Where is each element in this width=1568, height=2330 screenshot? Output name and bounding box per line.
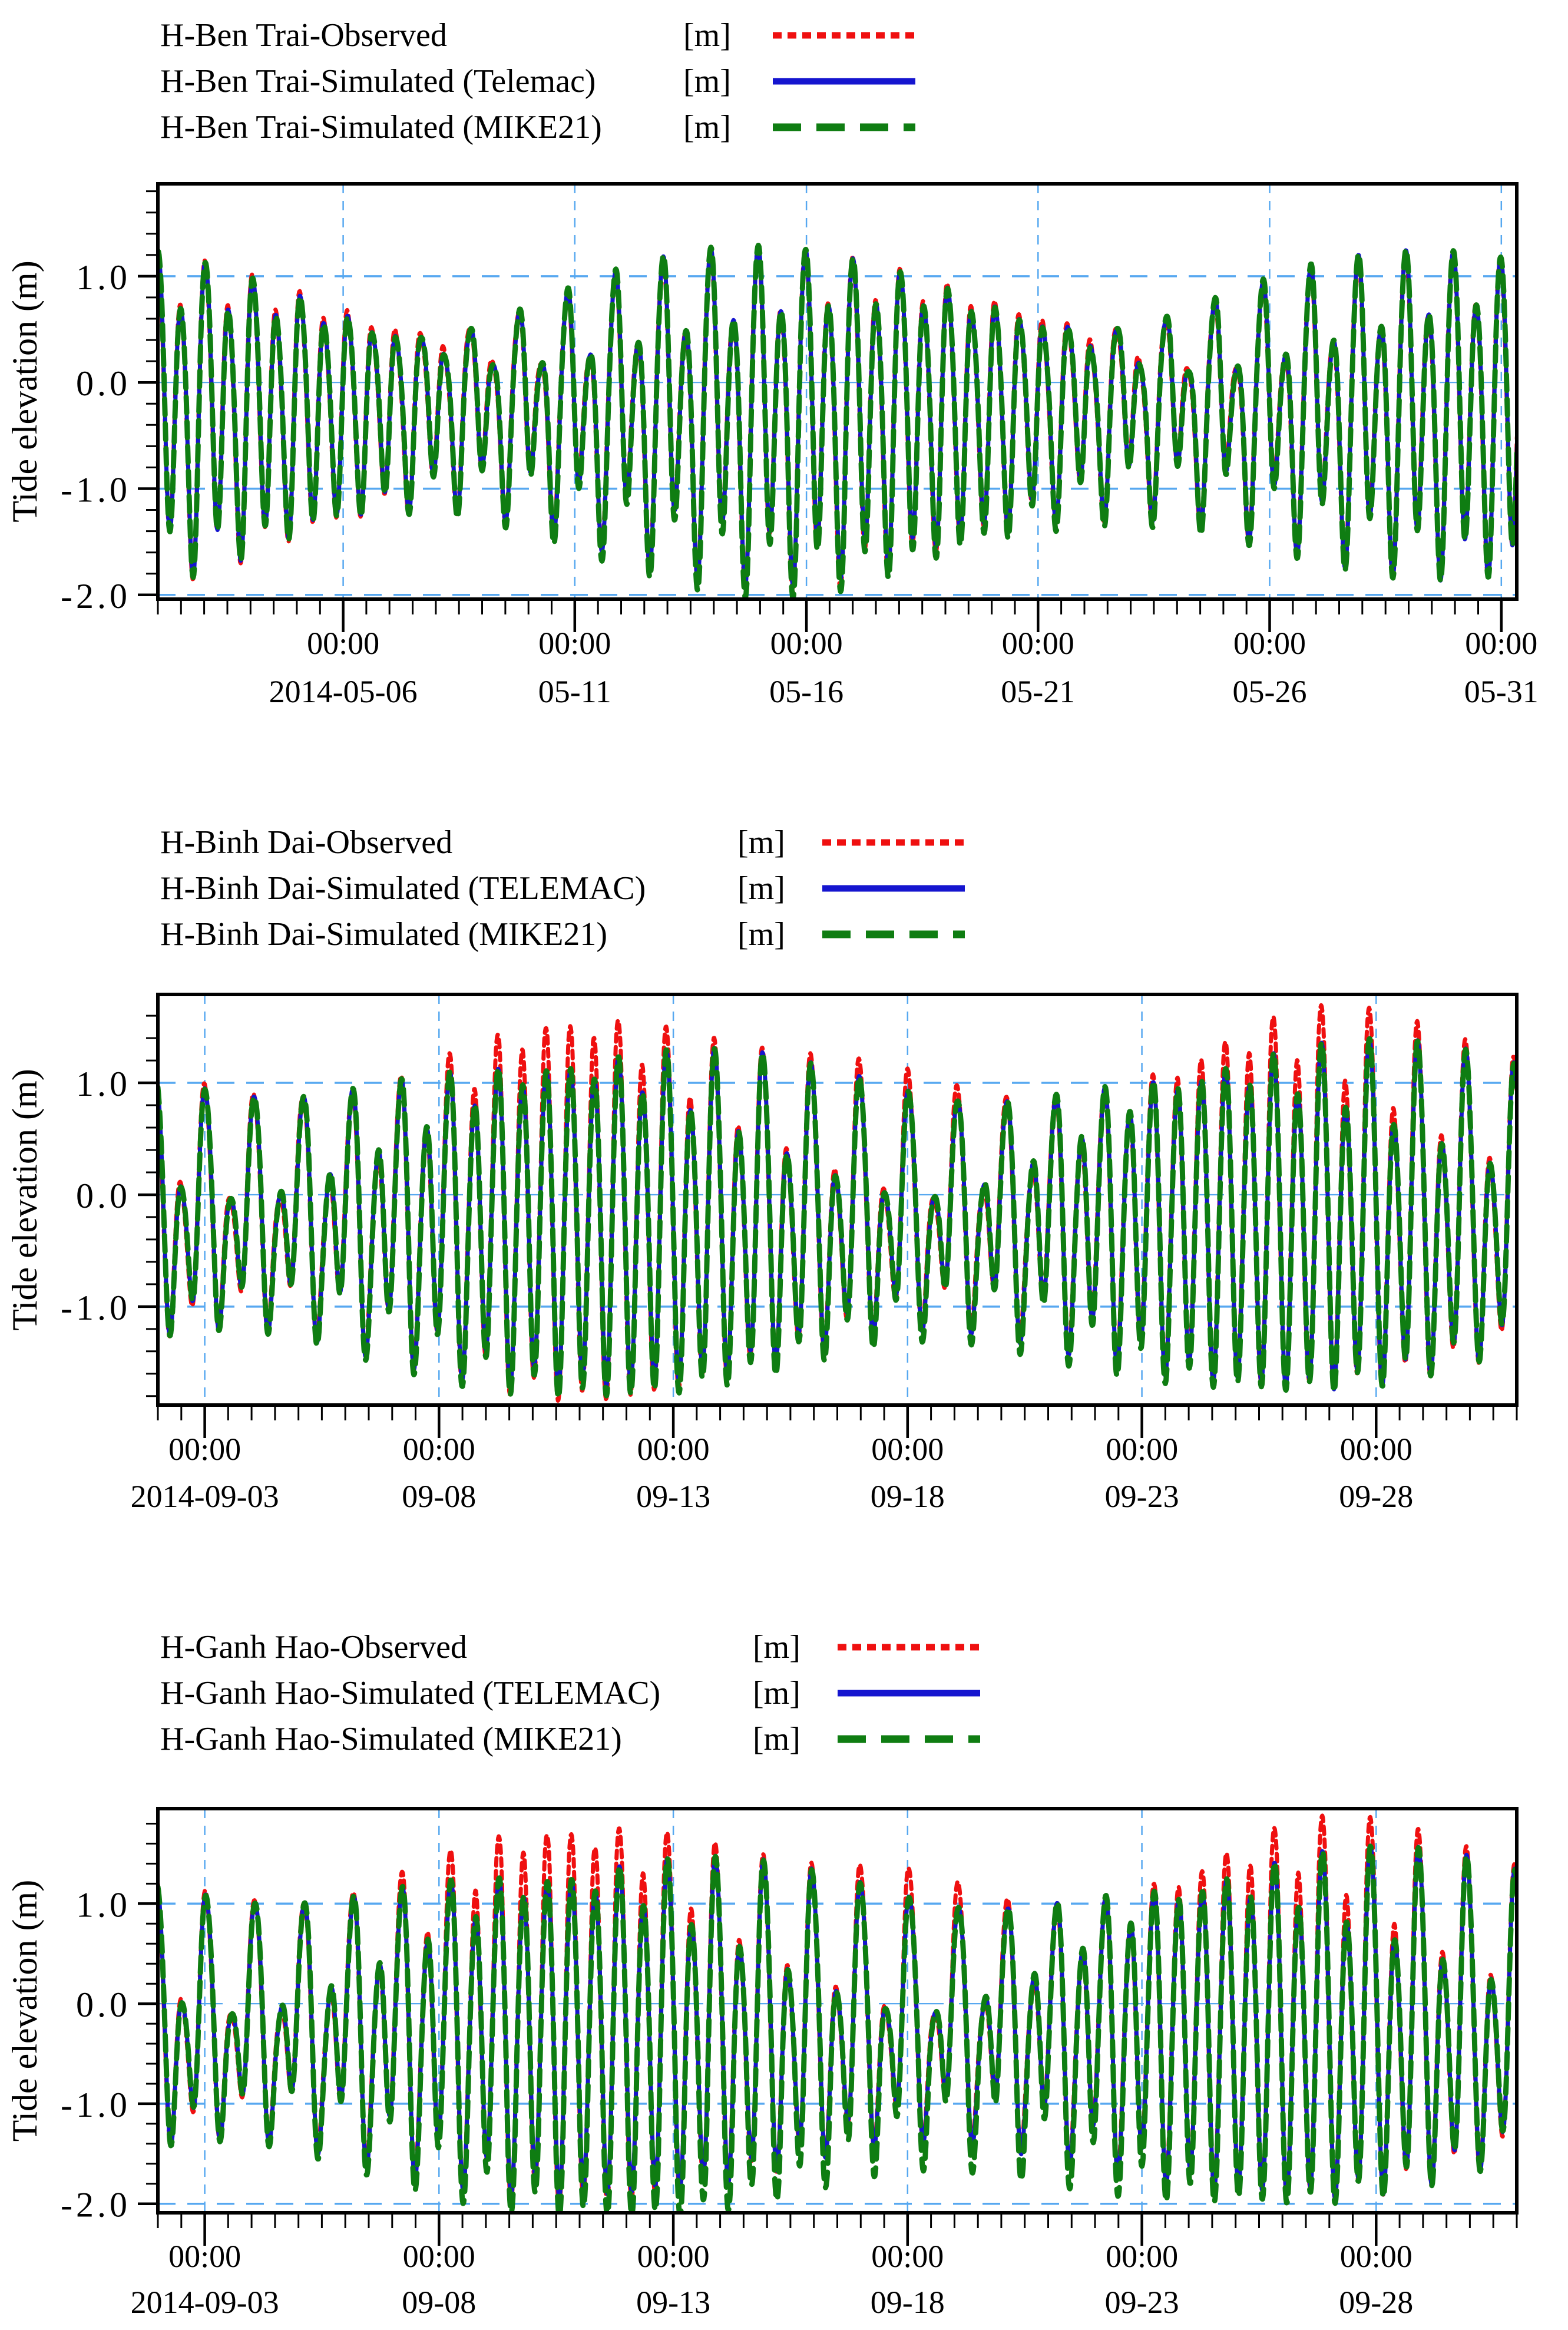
legend-swatch-observed <box>835 1634 983 1660</box>
legend-unit: [m] <box>737 916 785 953</box>
y-tick-labels <box>61 258 131 616</box>
legend-unit: [m] <box>753 1629 800 1665</box>
series-group <box>158 246 1517 599</box>
legend-swatch-mike21 <box>820 921 967 947</box>
legend-row <box>160 1720 1397 1763</box>
svg-text:00:00: 00:00 <box>1339 1432 1412 1467</box>
svg-text:05-21: 05-21 <box>1001 674 1076 709</box>
legend-swatch-telemac <box>770 68 918 94</box>
legend-unit: [m] <box>737 870 785 907</box>
svg-text:05-31: 05-31 <box>1464 674 1539 709</box>
y-axis-title: Tide elevation (m) <box>5 1879 44 2142</box>
gridlines <box>158 994 1517 1405</box>
x-tick-labels <box>131 2239 1414 2320</box>
svg-text:00:00: 00:00 <box>1106 1432 1179 1467</box>
svg-text:-2.0: -2.0 <box>61 2185 131 2225</box>
svg-text:09-08: 09-08 <box>402 2285 477 2320</box>
legend-swatch-telemac <box>820 875 967 901</box>
series-observed-path <box>158 1005 1517 1400</box>
svg-text:00:00: 00:00 <box>1465 626 1538 661</box>
legend-label-telemac: H-Ben Trai-Simulated (Telemac) <box>160 63 596 100</box>
plot-frame <box>158 184 1517 599</box>
svg-text:09-18: 09-18 <box>870 2285 945 2320</box>
legend-unit: [m] <box>753 1721 800 1757</box>
svg-text:0.0: 0.0 <box>76 364 131 404</box>
svg-text:1.0: 1.0 <box>76 257 131 297</box>
svg-text:0.0: 0.0 <box>76 1176 131 1215</box>
svg-text:05-11: 05-11 <box>538 674 611 709</box>
svg-text:05-16: 05-16 <box>769 674 844 709</box>
legend-label-observed: H-Ben Trai-Observed <box>160 17 447 54</box>
series-mike21-path <box>158 1039 1517 1397</box>
minor-tick-marks <box>146 1824 1517 2229</box>
svg-text:00:00: 00:00 <box>1106 2239 1179 2274</box>
y-axis-title: Tide elevation (m) <box>5 260 44 523</box>
legend-label-mike21: H-Binh Dai-Simulated (MIKE21) <box>160 916 607 953</box>
svg-text:09-08: 09-08 <box>402 1479 477 1514</box>
svg-text:09-13: 09-13 <box>636 2285 711 2320</box>
legend-row <box>160 108 1397 151</box>
minor-tick-marks <box>146 1016 1517 1420</box>
legend-swatch-mike21 <box>770 114 918 140</box>
legend-row <box>160 824 1397 866</box>
svg-text:-1.0: -1.0 <box>61 1288 131 1327</box>
svg-text:09-18: 09-18 <box>870 1479 945 1514</box>
svg-text:00:00: 00:00 <box>1233 626 1306 661</box>
svg-text:00:00: 00:00 <box>770 626 843 661</box>
y-tick-labels <box>61 1065 131 1327</box>
plot-frame <box>158 1809 1517 2213</box>
gridlines <box>158 184 1517 599</box>
svg-text:-2.0: -2.0 <box>61 576 131 616</box>
svg-text:00:00: 00:00 <box>538 626 611 661</box>
series-observed-path <box>158 1816 1517 2206</box>
legend-label-telemac: H-Binh Dai-Simulated (TELEMAC) <box>160 870 646 907</box>
svg-text:1.0: 1.0 <box>76 1885 131 1925</box>
legend-row <box>160 1674 1397 1717</box>
legend-row <box>160 1628 1397 1671</box>
legend-row <box>160 916 1397 958</box>
svg-text:00:00: 00:00 <box>637 2239 710 2274</box>
legend-label-observed: H-Ganh Hao-Observed <box>160 1629 467 1665</box>
svg-text:2014-09-03: 2014-09-03 <box>130 1479 279 1514</box>
svg-text:00:00: 00:00 <box>871 2239 944 2274</box>
svg-text:09-13: 09-13 <box>636 1479 711 1514</box>
svg-text:09-28: 09-28 <box>1339 1479 1414 1514</box>
svg-text:00:00: 00:00 <box>168 1432 242 1467</box>
legend-unit: [m] <box>683 109 731 146</box>
series-mike21-path <box>158 246 1517 599</box>
y-tick-labels <box>61 1885 131 2224</box>
legend-swatch-observed <box>820 829 967 855</box>
legend-row <box>160 16 1397 59</box>
series-observed-path <box>158 249 1517 593</box>
svg-text:09-28: 09-28 <box>1339 2285 1414 2320</box>
svg-text:-1.0: -1.0 <box>61 2085 131 2124</box>
series-telemac-path <box>158 246 1517 586</box>
minor-tick-marks <box>146 191 1501 614</box>
legend-unit: [m] <box>683 63 731 100</box>
svg-text:00:00: 00:00 <box>168 2239 242 2274</box>
svg-text:1.0: 1.0 <box>76 1065 131 1104</box>
legend-swatch-observed <box>770 22 918 48</box>
svg-text:0.0: 0.0 <box>76 1985 131 2025</box>
svg-text:00:00: 00:00 <box>1001 626 1074 661</box>
legend-row <box>160 62 1397 105</box>
svg-text:2014-09-03: 2014-09-03 <box>130 2285 279 2320</box>
svg-text:00:00: 00:00 <box>1339 2239 1412 2274</box>
legend-swatch-mike21 <box>835 1726 983 1752</box>
legend-unit: [m] <box>753 1675 800 1711</box>
legend-label-telemac: H-Ganh Hao-Simulated (TELEMAC) <box>160 1675 661 1711</box>
plot-frame <box>158 994 1517 1405</box>
major-tick-marks <box>138 1903 1376 2246</box>
legend-swatch-telemac <box>835 1680 983 1706</box>
major-tick-marks <box>138 1083 1376 1438</box>
svg-text:09-23: 09-23 <box>1104 2285 1179 2320</box>
svg-text:-1.0: -1.0 <box>61 470 131 510</box>
x-tick-labels <box>131 1432 1414 1514</box>
legend-label-mike21: H-Ben Trai-Simulated (MIKE21) <box>160 109 602 146</box>
legend-row <box>160 870 1397 912</box>
major-tick-marks <box>138 276 1501 632</box>
svg-text:00:00: 00:00 <box>637 1432 710 1467</box>
legend-label-observed: H-Binh Dai-Observed <box>160 824 453 861</box>
gridlines <box>158 1809 1517 2213</box>
series-mike21-path <box>158 1846 1517 2216</box>
legend-unit: [m] <box>737 824 785 861</box>
svg-text:00:00: 00:00 <box>402 1432 475 1467</box>
series-group <box>158 1005 1517 1400</box>
svg-text:00:00: 00:00 <box>307 626 380 661</box>
svg-text:2014-05-06: 2014-05-06 <box>269 674 418 709</box>
svg-text:05-26: 05-26 <box>1232 674 1307 709</box>
x-tick-labels <box>269 626 1539 709</box>
y-axis-title: Tide elevation (m) <box>5 1069 44 1331</box>
svg-text:00:00: 00:00 <box>402 2239 475 2274</box>
series-telemac-path <box>158 1039 1517 1390</box>
series-group <box>158 1816 1517 2216</box>
svg-text:09-23: 09-23 <box>1104 1479 1179 1514</box>
legend-label-mike21: H-Ganh Hao-Simulated (MIKE21) <box>160 1721 622 1757</box>
series-telemac-path <box>158 1846 1517 2198</box>
svg-text:00:00: 00:00 <box>871 1432 944 1467</box>
legend-unit: [m] <box>683 17 731 54</box>
